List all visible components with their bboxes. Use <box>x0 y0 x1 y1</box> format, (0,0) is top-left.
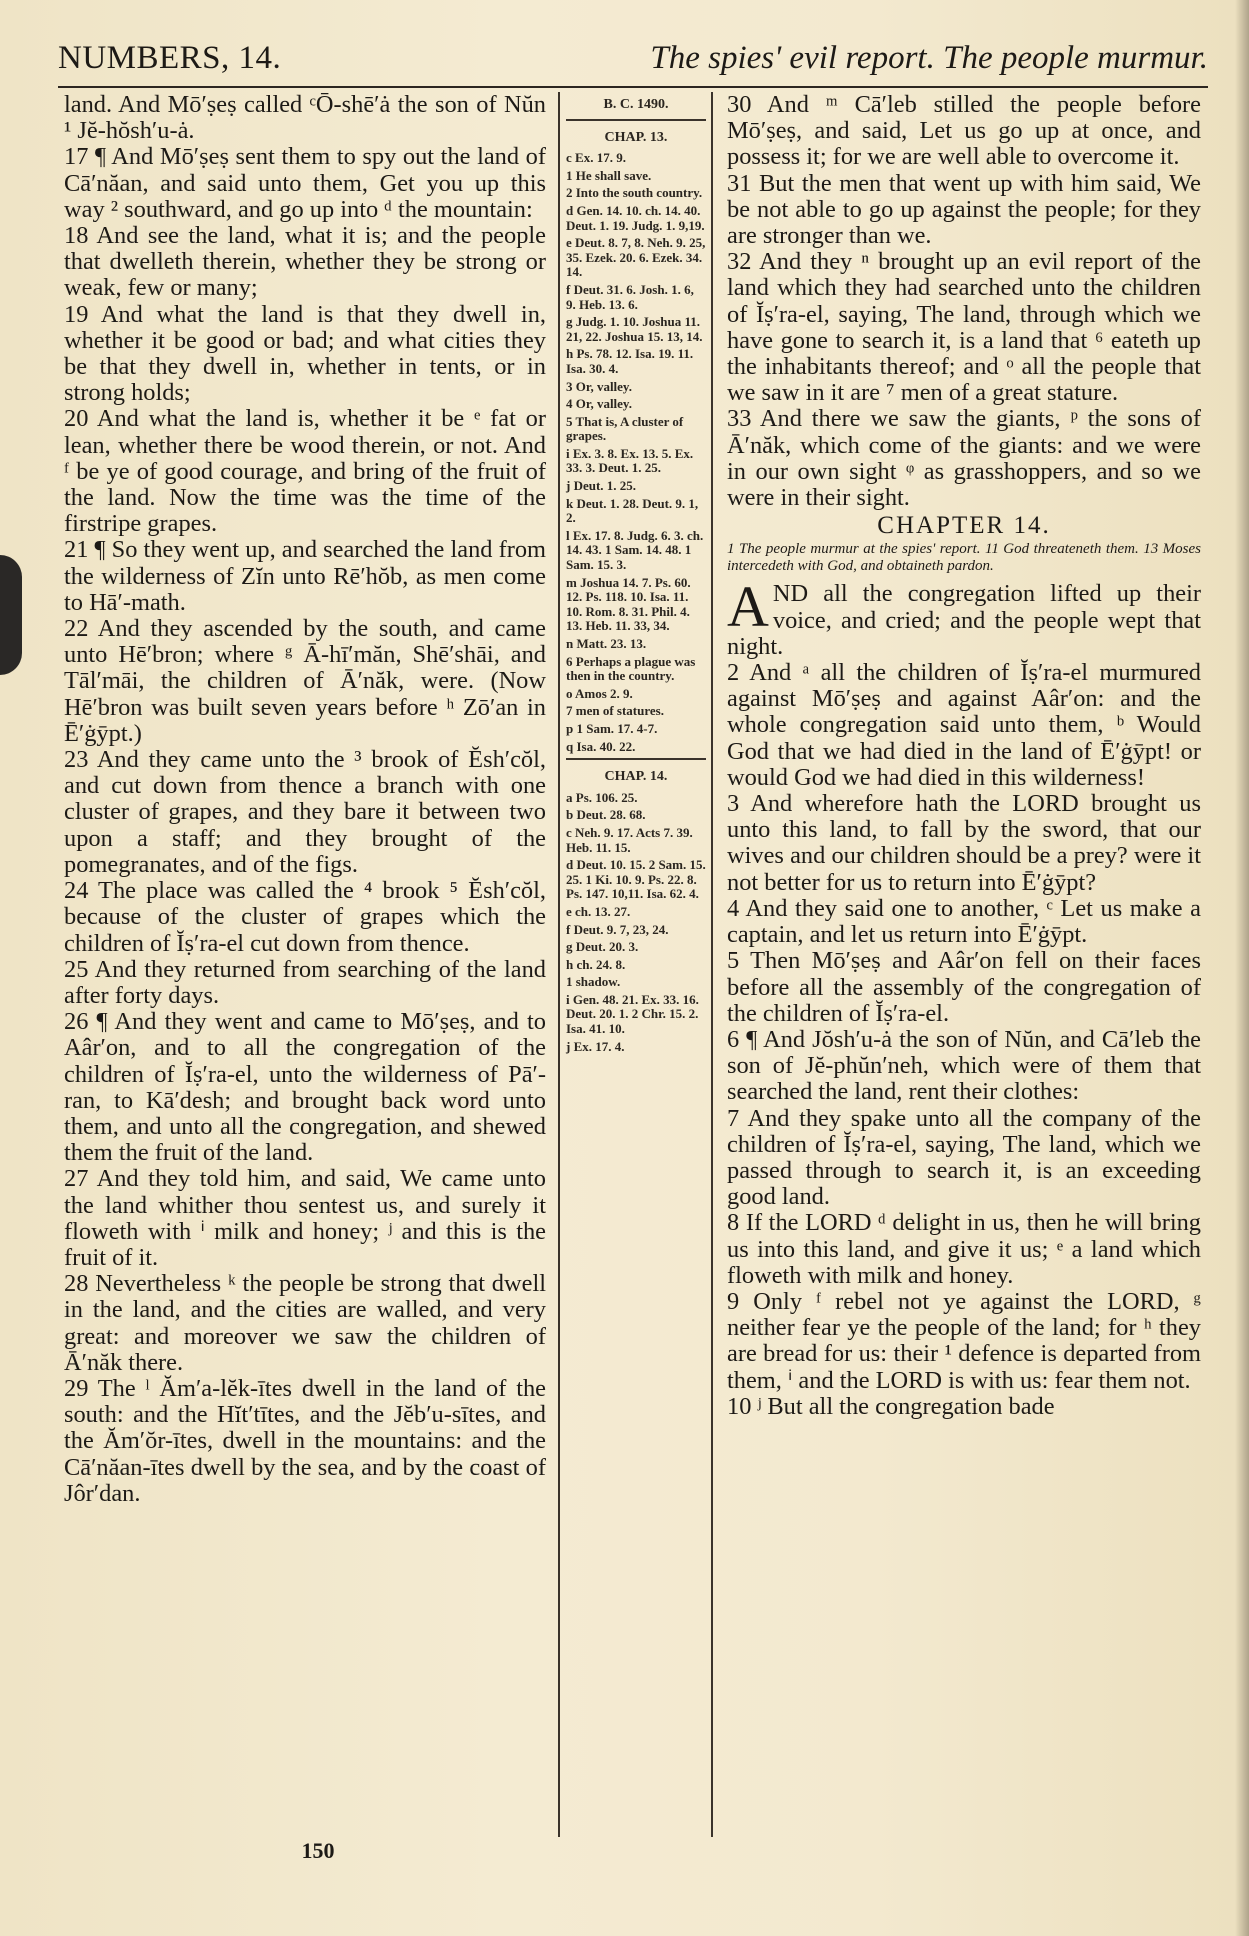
reference-item: c Neh. 9. 17. Acts 7. 39. Heb. 11. 15. <box>566 824 693 855</box>
verse: 19 And what the land is that they dwell in, whether it be good or bad; and what cities they be that they dwell in, whether in tents, or in strong holds; <box>64 300 546 407</box>
reference-chapter-heading: CHAP. 13. <box>604 129 668 145</box>
verse: 4 And they said one to another, ᶜ Let us make a captain, and let us return into Ē′ġȳpt. <box>727 894 1201 949</box>
verse: 20 And what the land is, whether it be ᵉ fat or lean, whether there be wood therein, or not. And ᶠ be ye of good courage, and bring of the fruit of the land. Now the time was the time of the firstripe grapes. <box>64 405 546 538</box>
book-chapter-title: NUMBERS, 14. <box>58 40 282 76</box>
reference-item: g Judg. 1. 10. Joshua 11. 21, 22. Joshua 15. 13, 14. <box>566 314 703 344</box>
reference-item: h ch. 24. 8. <box>566 956 626 972</box>
reference-item: d Deut. 10. 15. 2 Sam. 15. 25. 1 Ki. 10. 9. Ps. 22. 8. Ps. 147. 10,11. Isa. 62. 4. <box>566 857 706 902</box>
reference-item: q Isa. 40. 22. <box>566 738 636 754</box>
left-text-column <box>64 92 546 1507</box>
verse: 25 And they returned from searching of the land after forty days. <box>64 955 546 1009</box>
reference-item: l Ex. 17. 8. Judg. 6. 3. ch. 14. 43. 1 Sam. 14. 48. 1 Sam. 15. 3. <box>566 527 704 573</box>
reference-item: 2 Into the south country. <box>566 185 703 201</box>
reference-item: m Joshua 14. 7. Ps. 60. 12. Ps. 118. 10. Isa. 11. 10. Rom. 8. 31. Phil. 4. 13. Heb. 11. 33, 34. <box>566 574 691 634</box>
verse: 28 Nevertheless ᵏ the people be strong that dwell in the land, and the cities are walled, and very great: and moreover we saw the children of Ā′năk there. <box>64 1270 546 1376</box>
verse: 23 And they came unto the ³ brook of Ĕsh′cŏl, and cut down from thence a branch with one cluster of grapes, and they bare it between two upon a staff; and they brought of the pomegranates, and of the figs. <box>64 746 546 878</box>
verse: 26 ¶ And they went and came to Mō′ṣeṣ, and to Aâr′on, and to all the congregation of the children of Ĭṣ′ra-el, unto the wilderness of Pā′-ran, to Kā′desh; and brought back word unto them, and unto all the congregation, and shewed them the fruit of the land. <box>64 1008 546 1167</box>
reference-item: f Deut. 31. 6. Josh. 1. 6, 9. Heb. 13. 6. <box>566 281 694 312</box>
verse: 2 And ᵃ all the children of Ĭṣ′ra-el murmured against Mō′ṣeṣ and against Aâr′on: and the whole congregation said unto them, ᵇ Would God that we had died in the land of Ē′ġȳpt! or would God we had died in this wilderness! <box>727 659 1201 791</box>
reference-divider <box>566 119 706 121</box>
reference-item: j Deut. 1. 25. <box>566 478 637 494</box>
reference-item: i Ex. 3. 8. Ex. 13. 5. Ex. 33. 3. Deut. 1. 25. <box>566 445 694 476</box>
reference-item: f Deut. 9. 7, 23, 24. <box>566 921 669 937</box>
verse: 17 ¶ And Mō′ṣeṣ sent them to spy out the land of Cā′năan, and said unto them, Get you up this way ² southward, and go up into ᵈ the mountain: <box>64 143 546 223</box>
verse: 10 ʲ But all the congregation bade <box>727 1392 1055 1420</box>
reference-item: p 1 Sam. 17. 4-7. <box>566 720 658 736</box>
date-label: B. C. 1490. <box>603 97 669 112</box>
reference-item: o Amos 2. 9. <box>566 685 633 701</box>
chapter-summary: 1 The people murmur at the spies' report. 11 God threateneth them. 13 Moses intercedeth with God, and obtaineth pardon. <box>727 541 1201 575</box>
verse: 32 And they ⁿ brought up an evil report of the land which they had searched unto the children of Ĭṣ′ra-el, saying, The land, through which we have gone to search it, is a land that ⁶ eateth up the inhabitants thereof; and ᵒ all the people that we saw in it are ⁷ men of a great stature. <box>727 248 1201 407</box>
reference-divider <box>566 758 706 760</box>
cross-reference-column <box>566 96 706 1057</box>
reference-item: c Ex. 17. 9. <box>566 150 626 166</box>
verse: 30 And ᵐ Cā′leb stilled the people before Mō′ṣeṣ, and said, Let us go up at once, and possess it; for we are well able to overcome it. <box>727 91 1201 171</box>
verse: 3 And wherefore hath the LORD brought us unto this land, to fall by the sword, that our wives and our children should be a prey? were it not better for us to return into Ē′ġȳpt? <box>727 790 1201 896</box>
verse: 18 And see the land, what it is; and the people that dwelleth therein, whether they be strong or weak, few or many; <box>64 222 546 302</box>
page-edge-shadow <box>1235 0 1249 1936</box>
reference-item: i Gen. 48. 21. Ex. 33. 16. Deut. 20. 1. 2 Chr. 15. 2. Isa. 41. 10. <box>566 991 699 1037</box>
reference-item: g Deut. 20. 3. <box>566 939 639 955</box>
reference-item: d Gen. 14. 10. ch. 14. 40. Deut. 1. 19. Judg. 1. 9,19. <box>566 202 705 233</box>
verse: 27 And they told him, and said, We came unto the land whither thou sentest us, and surely it floweth with ⁱ milk and honey; ʲ and this is the fruit of it. <box>64 1165 546 1271</box>
reference-item: e Deut. 8. 7, 8. Neh. 9. 25, 35. Ezek. 20. 6. Ezek. 34. 14. <box>566 235 706 280</box>
right-text-column <box>727 92 1201 1420</box>
verse: land. And Mō′ṣeṣ called ᶜŌ-shē′ȧ the son of Nŭn ¹ Jĕ-hŏsh′u-ȧ. <box>64 91 546 145</box>
reference-item: 5 That is, A cluster of grapes. <box>566 413 684 444</box>
reference-item: h Ps. 78. 12. Isa. 19. 11. Isa. 30. 4. <box>566 346 694 376</box>
reference-item: 6 Perhaps a plague was then in the country. <box>566 653 696 684</box>
first-verse <box>727 574 1201 660</box>
column-divider-left <box>558 92 560 1837</box>
verse: 33 And there we saw the giants, ᵖ the sons of Ā′năk, which come of the giants: and we were in our own sight ᵠ as grasshoppers, and so we were in their sight. <box>727 405 1201 512</box>
drop-cap: A <box>727 574 769 640</box>
reference-item: 1 shadow. <box>566 974 621 990</box>
verse: 29 The ˡ Ăm′a-lĕk-ītes dwell in the land of the south: and the Hĭt′tītes, and the Jĕb′u-sītes, and the Ăm′ŏr-ītes, dwell in the mountains: and the Cā′năan-ītes dwell by the sea, and by the coast of Jôr′dan. <box>64 1374 546 1507</box>
reference-item: 4 Or, valley. <box>566 396 632 412</box>
reference-item: n Matt. 23. 13. <box>566 636 647 651</box>
reference-item: k Deut. 1. 28. Deut. 9. 1, 2. <box>566 495 699 526</box>
first-verse-text: ND all the congregation lifted up their voice, and cried; and the people wept that night. <box>727 580 1201 660</box>
reference-item: 7 men of statures. <box>566 703 664 719</box>
verse: 6 ¶ And Jŏsh′u-ȧ the son of Nŭn, and Cā′leb the son of Jĕ-phŭn′neh, which were of them that searched the land, rent their clothes: <box>727 1025 1201 1106</box>
verse: 9 Only ᶠ rebel not ye against the LORD, ᵍ neither fear ye the people of the land; for ʰ they are bread for us: their ¹ defence is departed from them, ⁱ and the LORD is with us: fear them not. <box>727 1287 1201 1394</box>
thumb-index-tab[interactable] <box>0 555 22 675</box>
reference-item: b Deut. 28. 68. <box>566 807 646 823</box>
reference-chapter-heading: CHAP. 14. <box>604 769 668 785</box>
verse: 31 But the men that went up with him said, We be not able to go up against the people; for they are stronger than we. <box>727 169 1201 250</box>
page-number: 150 <box>301 1838 335 1863</box>
reference-item: e ch. 13. 27. <box>566 903 631 919</box>
reference-item: 3 Or, valley. <box>566 378 632 394</box>
verse: 21 ¶ So they went up, and searched the land from the wilderness of Zĭn unto Rē′hŏb, as men come to Hā′-math. <box>64 536 546 616</box>
verse: 5 Then Mō′ṣeṣ and Aâr′on fell on their faces before all the assembly of the congregation of the children of Ĭṣ′ra-el. <box>727 947 1201 1027</box>
verse: 8 If the LORD ᵈ delight in us, then he will bring us into this land, and give it us; ᵉ a land which floweth with milk and honey. <box>727 1209 1201 1289</box>
reference-item: j Ex. 17. 4. <box>566 1038 625 1054</box>
chapter-heading: CHAPTER 14. <box>877 512 1051 540</box>
column-divider-right <box>711 92 713 1837</box>
reference-item: 1 He shall save. <box>566 167 652 183</box>
running-title: The spies' evil report. The people murmur. <box>650 40 1208 76</box>
page-header <box>58 40 1208 88</box>
verse: 7 And they spake unto all the company of the children of Ĭṣ′ra-el, saying, The land, which we passed through to search it, is an exceeding good land. <box>727 1104 1201 1211</box>
verse: 22 And they ascended by the south, and came unto Hē′bron; where ᵍ Ā-hī′măn, Shē′shāi, and Tāl′māi, the children of Ā′năk, were. (Now Hē′bron was built seven years before ʰ Zō′an in Ē′ġȳpt.) <box>64 615 546 747</box>
verse: 24 The place was called the ⁴ brook ⁵ Ĕsh′cŏl, because of the cluster of grapes which the children of Ĭṣ′ra-el cut down from thence. <box>64 877 546 957</box>
reference-item: a Ps. 106. 25. <box>566 789 638 805</box>
